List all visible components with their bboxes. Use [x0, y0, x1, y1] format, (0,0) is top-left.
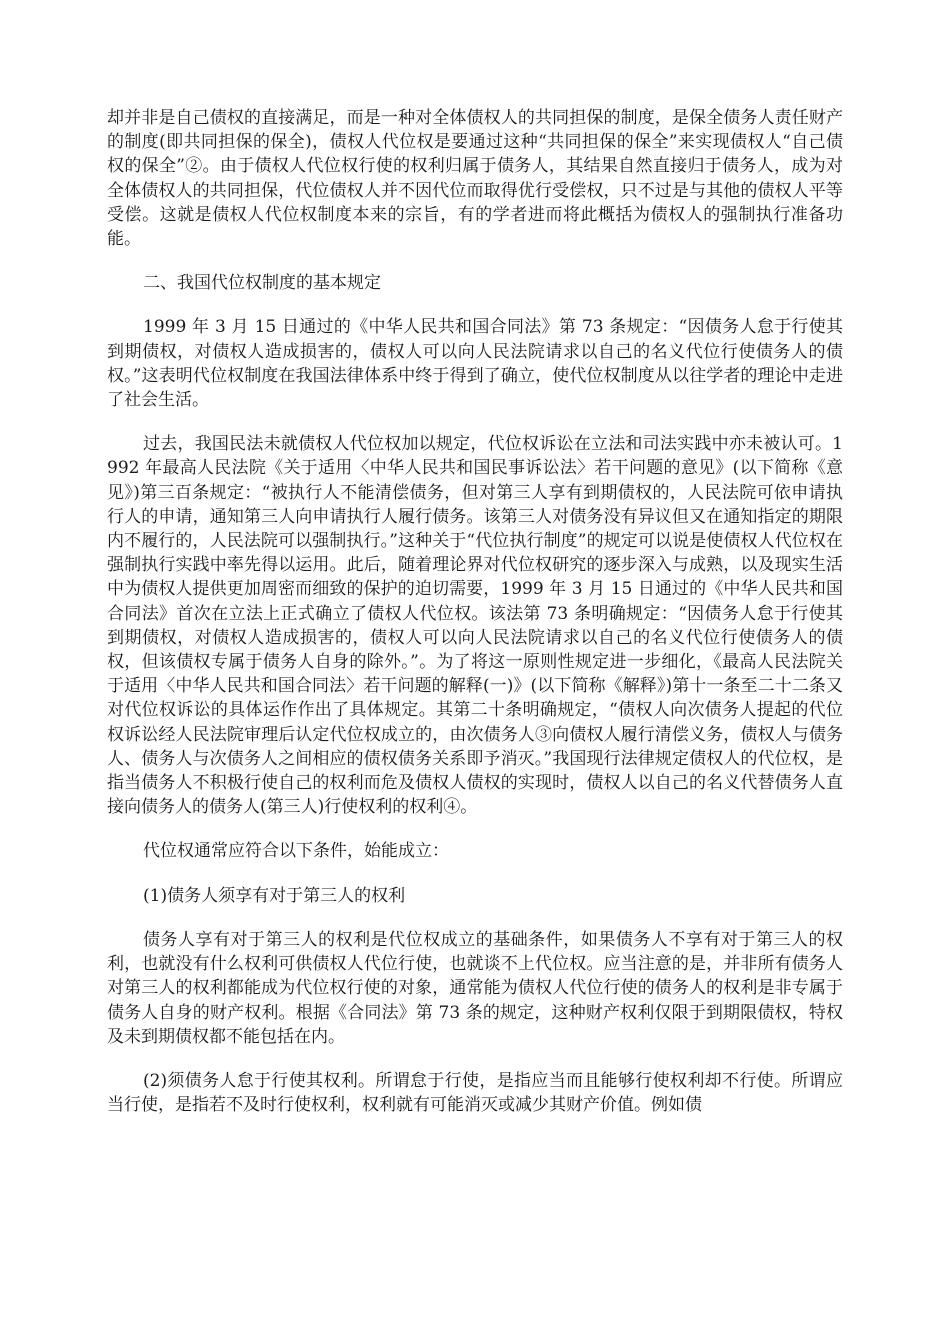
paragraph-continuation: 却并非是自己债权的直接满足，而是一种对全体债权人的共同担保的制度，是保全债务人责任财产的制度(即共同担保的保全)，债权人代位权是要通过这种“共同担保的保全”来实现债权人“自己债权的保全”②。由于债权人代位权行使的权利归属于债务人，其结果自然直接归于债务人，成为对全体债权人的共同担保，代位债权人并不因代位而取得优行受偿权，只不过是与其他的债权人平等受偿。这就是债权人代位权制度本来的宗旨，有的学者进而将此概括为债权人的强制执行准备功能。	[107, 108, 843, 250]
list-item-condition-2: (2)须债务人怠于行使其权利。所谓怠于行使，是指应当而且能够行使权利却不行使。所谓应当行使，是指若不及时行使权利，权利就有可能消灭或减少其财产价值。例如债	[107, 1070, 843, 1116]
paragraph-contract-law: 1999 年 3 月 15 日通过的《中华人民共和国合同法》第 73 条规定：“因债务人怠于行使其到期债权，对债权人造成损害的，债权人可以向人民法院请求以自己的名义代位行使债务人的债权。”这表明代位权制度在我国法律体系中终于得到了确立，使代位权制度从以往学者的理论中走进了社会生活。	[107, 317, 843, 411]
section-heading: 二、我国代位权制度的基本规定	[143, 273, 381, 294]
paragraph-history: 过去，我国民法未就债权人代位权加以规定，代位权诉讼在立法和司法实践中亦未被认可。1992 年最高人民法院《关于适用〈中华人民共和国民事诉讼法〉若干问题的意见》(以下简称《意见》)第三百条规定：“被执行人不能清偿债务，但对第三人享有到期债权的，人民法院可依申请执行人的申请，通知第三人向申请执行人履行债务。该第三人对债务没有异议但又在通知指定的期限内不履行的，人民法院可以强制执行。”这种关于“代位执行制度”的规定可以说是使债权人代位权在强制执行实践中率先得以运用。此后，随着理论界对代位权研究的逐步深入与成熟，以及现实生活中为债权人提供更加周密而细致的保护的迫切需要，1999 年 3 月 15 日通过的《中华人民共和国合同法》首次在立法上正式确立了债权人代位权。该法第 73 条明确规定：“因债务人怠于行使其到期债权，对债权人造成损害的，债权人可以向人民法院请求以自己的名义代位行使债务人的债权，但该债权专属于债务人自身的除外。”。为了将这一原则性规定进一步细化，《最高人民法院关于适用〈中华人民共和国合同法〉若干问题的解释(一)》(以下简称《解释》)第十一条至二十二条又对代位权诉讼的具体运作作出了具体规定。其第二十条明确规定，“债权人向次债务人提起的代位权诉讼经人民法院审理后认定代位权成立的，由次债务人③向债权人履行清偿义务，债权人与债务人、债务人与次债务人之间相应的债权债务关系即予消灭。”我国现行法律规定债权人的代位权，是指当债务人不积极行使自己的权利而危及债权人债权的实现时，债权人以自己的名义代替债务人直接向债务人的债务人(第三人)行使权利的权利④。	[107, 434, 843, 818]
document-page	[107, 106, 843, 1117]
paragraph-condition-1-detail: 债务人享有对于第三人的权利是代位权成立的基础条件，如果债务人不享有对于第三人的权利，也就没有什么权利可供债权人代位行使，也就谈不上代位权。应当注意的是，并非所有债务人对第三人的权利都能成为代位权行使的对象，通常能为债权人代位行使的债务人的权利是非专属于债务人自身的财产权利。根据《合同法》第 73 条的规定，这种财产权利仅限于到期限债权，特权及未到期债权都不能包括在内。	[107, 929, 843, 1047]
paragraph-conditions-intro: 代位权通常应符合以下条件，始能成立：	[143, 841, 449, 862]
list-item-condition-1: (1)债务人须享有对于第三人的权利	[143, 885, 406, 906]
